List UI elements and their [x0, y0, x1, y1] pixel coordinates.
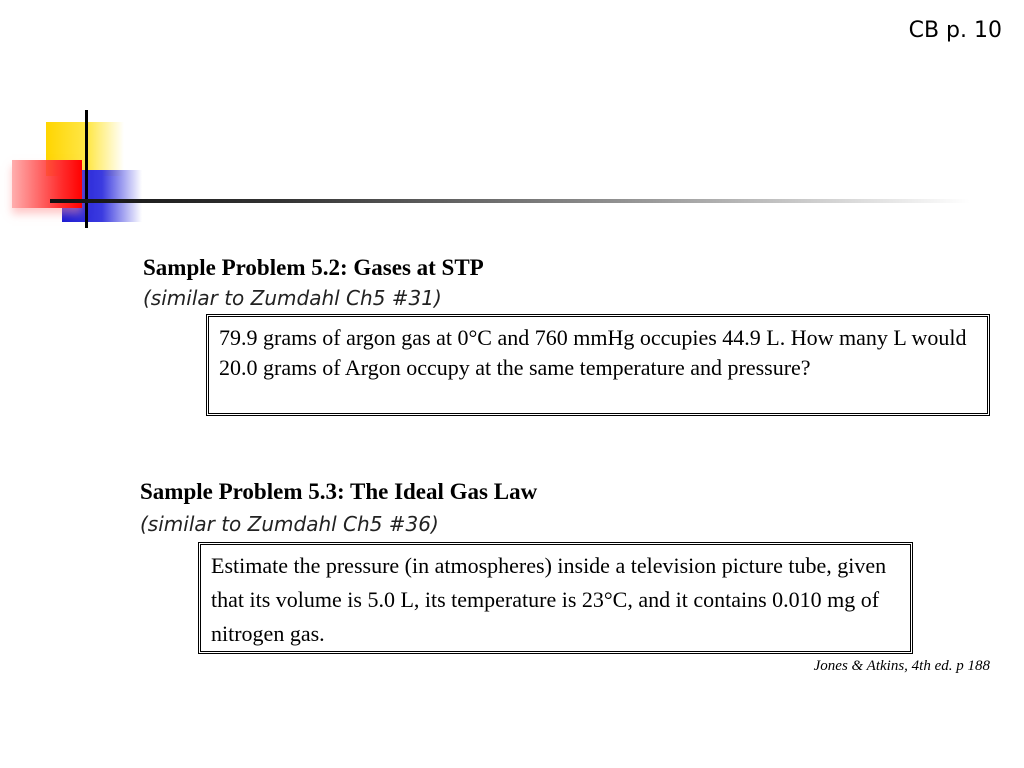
page-reference: CB p. 10	[908, 18, 1002, 43]
citation: Jones & Atkins, 4th ed. p 188	[813, 658, 990, 674]
problem-2-text: Estimate the pressure (in atmospheres) inside a television picture tube, given that its volume is 5.0 L, its temperature is 23°C, and it contains 0.010 mg of nitrogen gas.	[211, 553, 887, 646]
problem-2-subtitle: (similar to Zumdahl Ch5 #36)	[140, 512, 439, 536]
problem-1-subtitle: (similar to Zumdahl Ch5 #31)	[143, 286, 442, 310]
problem-1-box	[206, 314, 990, 416]
horizontal-rule	[50, 199, 970, 203]
problem-1-text: 79.9 grams of argon gas at 0°C and 760 mmHg occupies 44.9 L. How many L would 20.0 grams of Argon occupy at the same temperature and pressure?	[219, 325, 967, 380]
problem-2-box	[198, 542, 913, 654]
slide-logo	[0, 0, 1000, 240]
problem-2-title: Sample Problem 5.3: The Ideal Gas Law	[140, 479, 538, 504]
problem-1-title: Sample Problem 5.2: Gases at STP	[143, 255, 484, 280]
vertical-rule	[85, 110, 88, 228]
